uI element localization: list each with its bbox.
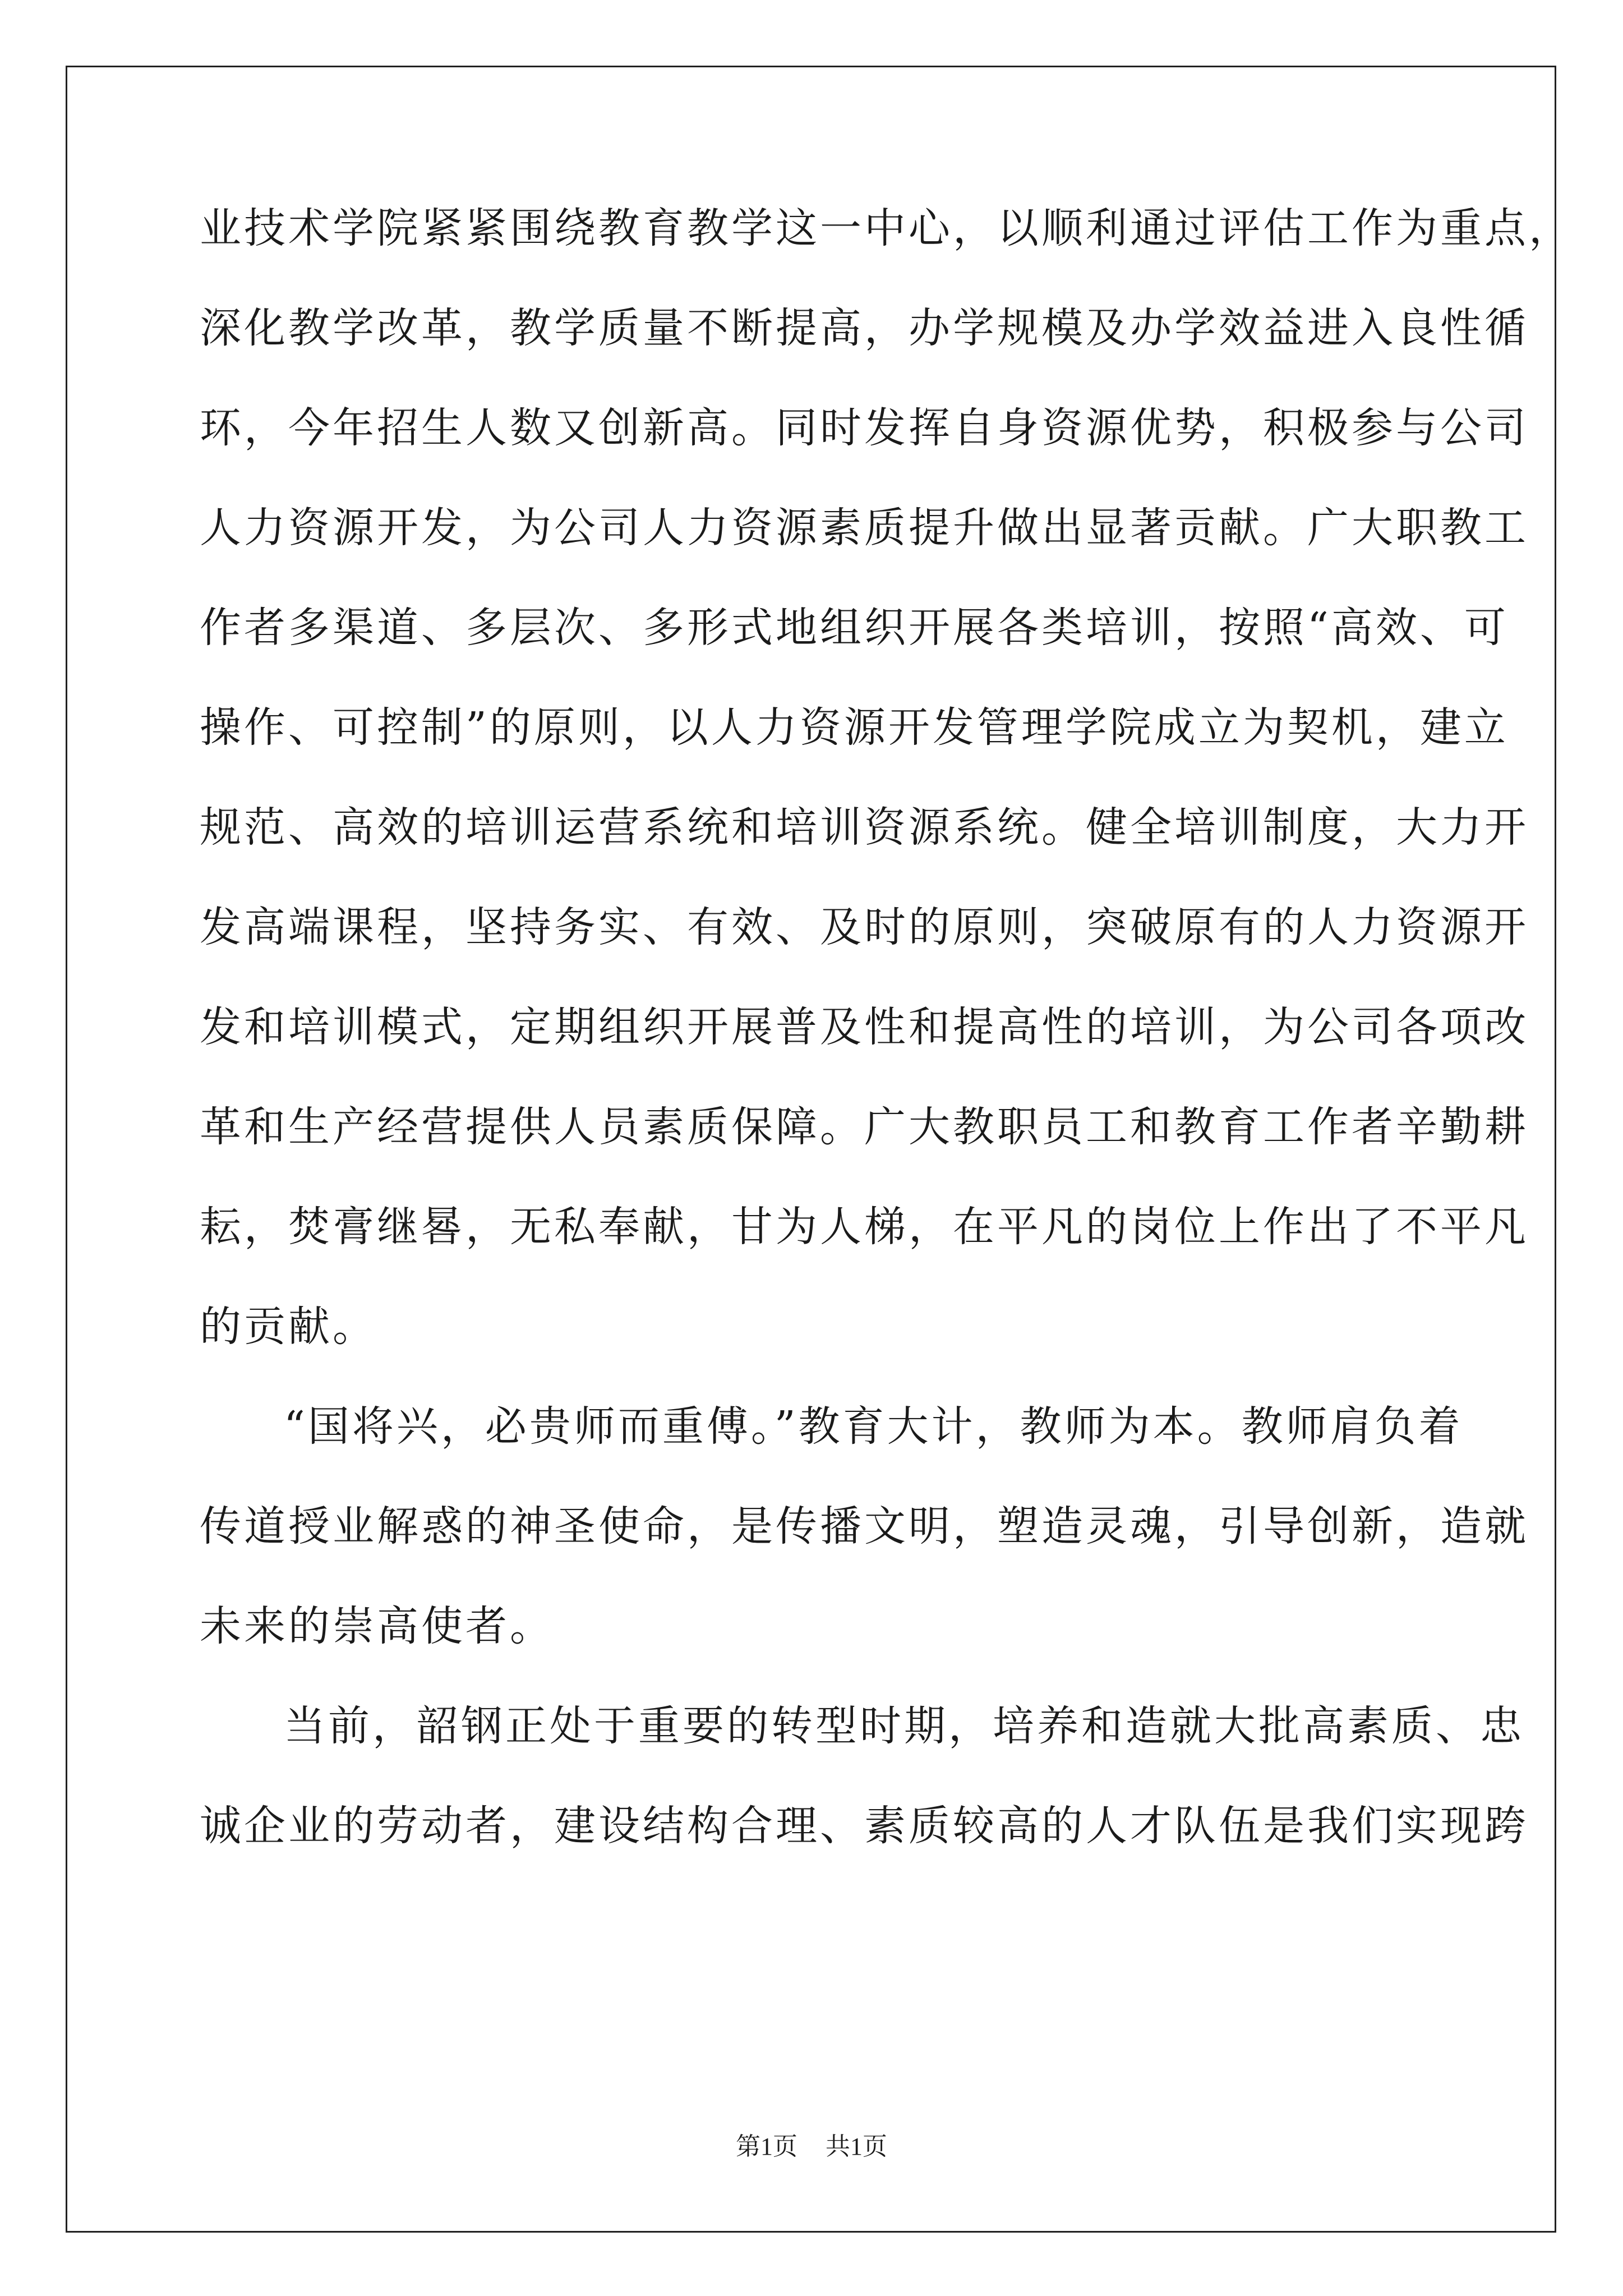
page-number: 第1页 [736, 2133, 797, 2160]
text-line: 操作、可控制”的原则，以人力资源开发管理学院成立为契机，建立 [200, 703, 1509, 752]
text-line: “国将兴，必贵师而重傅。”教育大计，教师为本。教师肩负着 [284, 1402, 1463, 1451]
text-line: 诚企业的劳动者，建设结构合理、素质较高的人才队伍是我们实现跨 [200, 1802, 1529, 1850]
text-line: 人力资源开发，为公司人力资源素质提升做出显著贡献。广大职教工 [200, 504, 1529, 552]
text-line: 规范、高效的培训运营系统和培训资源系统。健全培训制度，大力开 [200, 803, 1529, 852]
text-line: 未来的崇高使者。 [200, 1602, 554, 1650]
paragraph-3 [200, 1702, 1529, 1905]
text-line: 传道授业解惑的神圣使命，是传播文明，塑造灵魂，引导创新，造就 [200, 1502, 1529, 1550]
document-body [200, 204, 1573, 1905]
text-line: 环，今年招生人数又创新高。同时发挥自身资源优势，积极参与公司 [200, 404, 1529, 452]
page-total: 共1页 [826, 2133, 887, 2160]
text-line: 深化教学改革，教学质量不断提高，办学规模及办学效益进入良性循 [200, 304, 1529, 352]
text-line: 发高端课程，坚持务实、有效、及时的原则，突破原有的人力资源开 [200, 903, 1529, 951]
paragraph-1 [200, 204, 1573, 1406]
text-line: 发和培训模式，定期组织开展普及性和提高性的培训，为公司各项改 [200, 1003, 1529, 1051]
page-footer [0, 2126, 1623, 2162]
text-line: 业技术学院紧紧围绕教育教学这一中心，以顺利通过评估工作为重点， [200, 204, 1573, 252]
text-line: 作者多渠道、多层次、多形式地组织开展各类培训，按照“高效、可 [200, 604, 1509, 652]
text-line: 的贡献。 [200, 1303, 377, 1351]
text-line: 革和生产经营提供人员素质保障。广大教职员工和教育工作者辛勤耕 [200, 1103, 1529, 1151]
paragraph-2 [200, 1402, 1529, 1705]
text-line: 当前，韶钢正处于重要的转型时期，培养和造就大批高素质、忠 [284, 1702, 1524, 1750]
text-line: 耘，焚膏继晷，无私奉献，甘为人梯，在平凡的岗位上作出了不平凡 [200, 1203, 1529, 1251]
